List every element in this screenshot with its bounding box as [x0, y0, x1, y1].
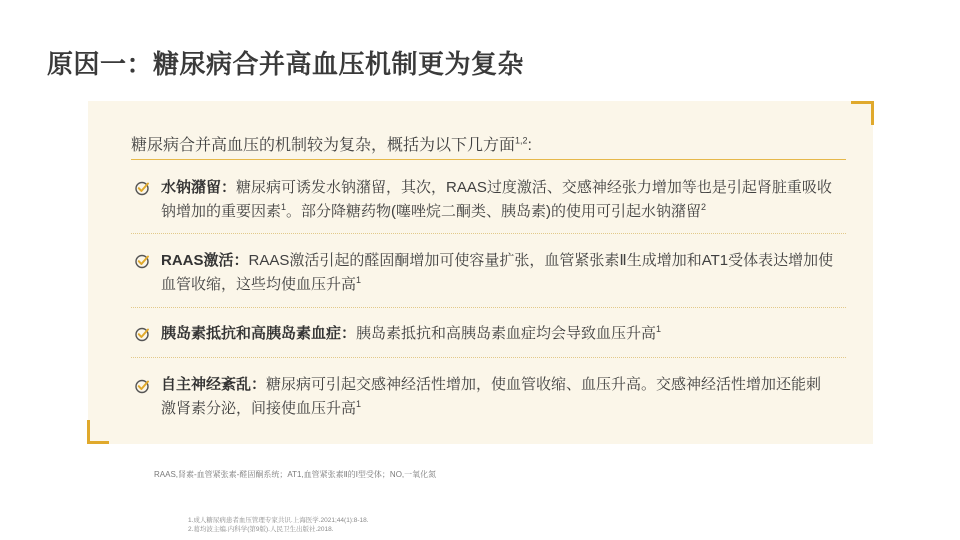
intro-main: 糖尿病合并高血压的机制较为复杂，概括为以下几方面	[131, 137, 516, 154]
checkmark-circle-icon	[134, 378, 150, 394]
intro-citation: 1,2	[515, 135, 528, 146]
item-text: RAAS激活引起的醛固酮增加可使容量扩张，血管紧张素Ⅱ生成增加和AT1受体表达增加使血管收缩，这些均使血压升高	[161, 252, 834, 293]
item-divider	[131, 233, 846, 234]
item-text: 糖尿病可诱发水钠潴留，其次，RAAS过度激活、交感神经张力增加等也是引起肾脏重吸收钠增加的重要因素	[161, 179, 832, 220]
item-text: 胰岛素抵抗和高胰岛素血症均会导致血压升高	[356, 325, 657, 342]
item-citation-2: 2	[701, 202, 707, 212]
checkmark-circle-icon	[134, 253, 150, 269]
references	[188, 516, 369, 534]
checkmark-circle-icon	[134, 180, 150, 196]
item-heading: RAAS激活：	[161, 252, 249, 269]
intro-text	[131, 132, 532, 155]
list-item-autonomic	[161, 373, 836, 421]
item-citation: 1	[356, 275, 362, 285]
reference-item: 2.葛均波主编.内科学(第9版).人民卫生出版社.2018.	[188, 526, 334, 533]
item-divider	[131, 357, 846, 358]
list-item-water-sodium	[161, 176, 836, 224]
item-citation: 1	[656, 324, 662, 334]
item-heading: 胰岛素抵抗和高胰岛素血症：	[161, 325, 357, 342]
list-item-raas	[161, 249, 836, 297]
corner-bracket-top-right	[851, 101, 874, 125]
item-text: 糖尿病可引起交感神经活性增加，使血管收缩、血压升高。交感神经活性增加还能刺激肾素分泌，间接使血压升高	[161, 376, 822, 417]
abbreviations-note: RAAS,肾素-血管紧张素-醛固酮系统；AT1,血管紧张素Ⅱ的Ⅰ型受体；NO,一氧化氮	[154, 470, 437, 479]
item-heading: 自主神经紊乱：	[161, 376, 267, 393]
item-text-continued: 。部分降糖药物(噻唑烷二酮类、胰岛素)的使用可引起水钠潴留	[286, 203, 702, 220]
corner-bracket-bottom-left	[87, 420, 109, 444]
page-title: 原因一：糖尿病合并高血压机制更为复杂	[47, 50, 525, 80]
list-item-insulin-resistance	[161, 322, 836, 346]
checkmark-circle-icon	[134, 326, 150, 342]
item-citation: 1	[356, 399, 362, 409]
item-divider	[131, 307, 846, 308]
intro-divider	[131, 159, 846, 160]
intro-tail: :	[527, 137, 532, 154]
item-heading: 水钠潴留：	[161, 179, 237, 196]
item-citation: 1	[281, 202, 287, 212]
reference-item: 1.成人糖尿病患者血压管理专家共识.上海医学.2021;44(1):8-18.	[188, 517, 369, 524]
